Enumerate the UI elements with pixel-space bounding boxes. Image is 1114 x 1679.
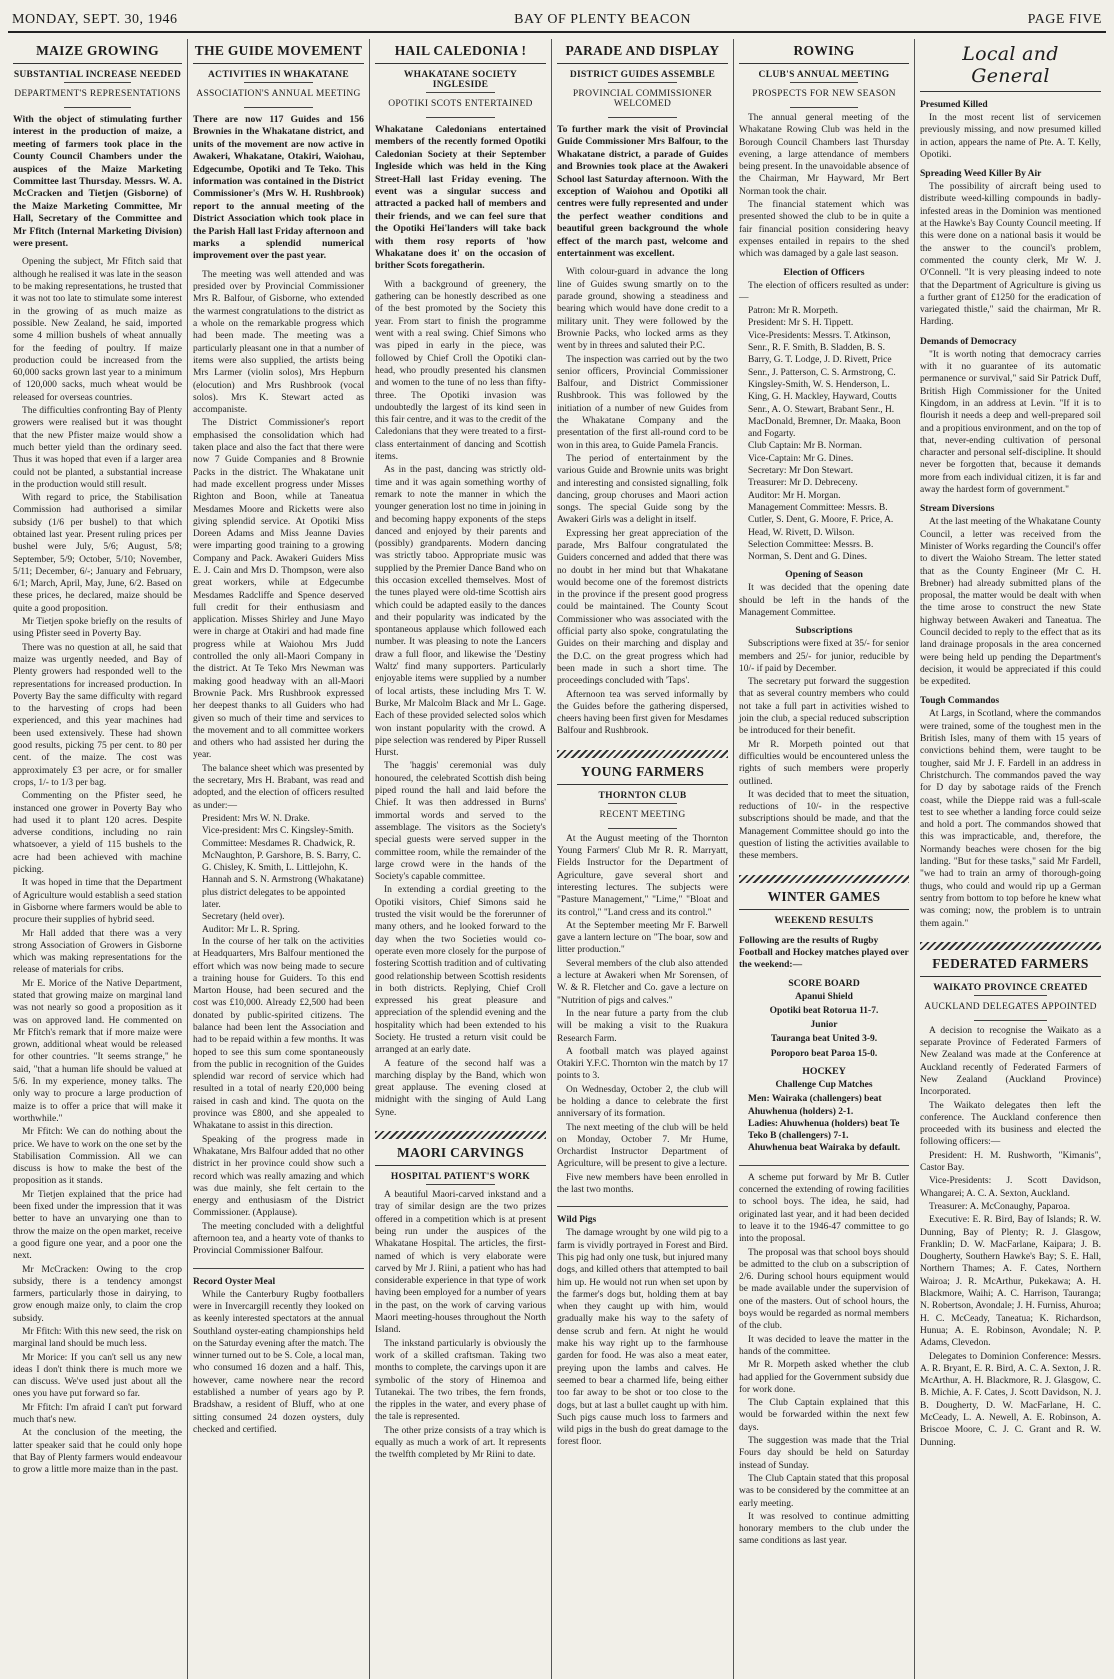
federated-farmers-paragraph: The Waikato delegates then left the conference. The Auckland conference then proceeded with its business and elected the following officers:— — [920, 1100, 1101, 1148]
section-divider — [739, 875, 909, 883]
headline-young-farmers: YOUNG FARMERS — [557, 764, 728, 785]
caledonia-paragraph: In extending a cordial greeting to the Opotiki visitors, Chief Simons said he trusted the visit would be the forerunner of many others, and he looked forward to the day when the two Societies would co-operate even more closely for the purpose of fostering Scottish tradition and of cultivating good relationship between Scottish residents in both districts. Replying, Chief Croll expressed his great pleasure and appreciation of the splendid evening and the hospitality which had been extended to his Society. He trusted a return visit could be arranged at an early date. — [375, 885, 546, 1056]
hockey-line: Challenge Cup Matches — [775, 1080, 873, 1090]
page-number: PAGE FIVE — [1027, 12, 1102, 27]
guide-officer: Committee: Mesdames R. Chadwick, R. McNaughton, P. Garshore, B. S. Barry, C. G. Chisley, K. Smith, L. Littlejohn, K. Hannah and S. N. Armstrong (Whakatane) plus district delegates to be appointed later. — [202, 838, 364, 911]
score-line: Opotiki beat Rotorua 11-7. — [769, 1005, 879, 1016]
headline-local-general: Local and General — [920, 43, 1101, 92]
hockey-line: Ahuwhenua beat Wairaka by default. — [748, 1143, 901, 1154]
federated-farmers-paragraph: Executive: E. R. Bird, Bay of Islands; R. W. Dunning, Bay of Plenty; R. J. Glasgow, Franklin; D. W. MacFarlane, Kaipara; J. B. Dougherty, Southern Hawke's Bay; S. E. Hall, Northern Thames; A. F. Cates, Northern Wairoa; J. R. McArthur, Pukekawa; A. H. Blackmore, Waihi; A. C. Harrison, Tauranga; N. Robertson, Avondale; J. H. Furniss, Ahuroa; H. C. McCeady, Taneatua; K. Richardson, Hunua; A. E. Robinson, Avondale; N. P. Adams, Clevedon. — [920, 1215, 1101, 1349]
maize-paragraph: Mr Ffitch: I'm afraid I can't put forward much that's new. — [13, 1402, 182, 1426]
headline-maori-carvings: MAORI CARVINGS — [375, 1145, 546, 1166]
section-divider — [557, 750, 728, 758]
subhead-parade-2: PROVINCIAL COMMISSIONER WELCOMED — [572, 89, 713, 109]
subscriptions-paragraph: Mr R. Morpeth pointed out that difficulties would be encountered unless the rights of such members were properly outlined. — [739, 739, 909, 787]
local-item-text: At the last meeting of the Whakatane County Council, a letter was received from the Minister of Works regarding the Council's offer to divert the Waioho Stream. The letter stated that as the County Engineer (Mr C. H. Brebner) had already submitted plans of the proposal, the matter would be dealt with when the time arose to construct the new State highway between Awakeri and Taneatua. The Council decided to reply to the effect that as its land drainage proposals in the area concerned were being held up pending the Department's decision, it would be appreciated if this could be expedited. — [920, 517, 1101, 688]
subhead-caledonia-1: WHAKATANE SOCIETY INGLESIDE — [403, 70, 518, 90]
score-line: Poroporo beat Paroa 15-0. — [770, 1048, 878, 1059]
subhead-maori-carvings: HOSPITAL PATIENT'S WORK — [390, 1172, 531, 1183]
guide-officer: President: Mrs W. N. Drake. — [202, 813, 310, 824]
subscriptions-paragraph: Subscriptions were fixed at 35/- for senior members and 25/- for junior, reducible by 10/- if paid by December. — [739, 639, 909, 674]
maize-paragraph: Commenting on the Pfister seed, he instanced one grower in Poverty Bay who had used it to plant 120 acres. Despite adverse conditions, including no rain whatsoever, a yield of 115 bushels to the acre had been achieved with machine picking. — [13, 791, 182, 876]
rowing-paragraph: It was decided to leave the matter in the hands of the committee. — [739, 1334, 909, 1357]
subscriptions-paragraph: It was decided that to meet the situation, reductions of 10/- in the respective subscriptions should be made, and that the Management Committee should go into the question of listing the activities available to these members. — [739, 789, 909, 862]
rowing-officer: Club Captain: Mr B. Norman. — [748, 441, 862, 452]
column-maize-growing — [8, 39, 188, 1679]
maize-paragraph: Mr Tietjen explained that the price had been fixed under the impression that it was better to have an unvarying one than to throw the maize on the open market, receive a good figure one year, and a poor one the next. — [13, 1189, 182, 1262]
caledonia-intro: Whakatane Caledonians entertained members of the recently formed Opotiki Caledonian Society at their September Ingleside which was held in the King Street-Hall last Friday evening. The event was a singular success and attracted a packed hall of members and their friends, and we can feel sure that the Opotiki Hei'landers will take back with them rosy reports of 'how Whakatane does it' on the occasion of brither Scots foregatherin. — [375, 124, 546, 272]
season-heading: Opening of Season — [785, 569, 863, 581]
maize-paragraph: At the conclusion of the meeting, the latter speaker said that he could only hope that Bay of Plenty farmers would endeavour to grow a little more maize than in the past. — [13, 1428, 182, 1476]
parade-paragraph: The inspection was carried out by the two senior officers, Provincial Commissioner Balfour, and District Commissioner Rushbrook. This was followed by the initiation of a number of new Guides from the Whakatane Company and the presentation of the first all-round cord to be won in this area, to Guide Pamela Francis. — [557, 354, 728, 451]
caledonia-paragraph: As in the past, dancing was strictly old-time and it was again something worthy of remark to note the manner in which the younger generation lost no time in joining in and becoming happy exponents of the steps danced and enjoyed by their parents and (possibly) grandparents. Modern dancing was strictly taboo. Appropriate music was supplied by the Premier Dance Band who on this occasion excelled themselves. Most of the tunes played were old-time Scottish airs which could be adapted easily to the dances and their popularity was indicated by the spontaneous applause which followed each number. It was pleasing to note the Lancers draw a full floor, and likewise the 'Destiny Waltz' find many supporters. Particularly enjoyable items were supplied by a number of local artists, these including Mrs T. W. Burke, Mr Malcolm Black and Mr L. Gage. Each of these provided selected solos which won instant popularity with the crowd. A pipe selection was rendered by Piper Russell Hurst. — [375, 465, 546, 759]
headline-maize-growing: MAIZE GROWING — [13, 43, 182, 64]
maize-paragraph: Mr E. Morice of the Native Department, stated that growing maize on marginal land was not nearly so good a proposition as it was on approved land. He commented on Mr Ffitch's remark that if more maize were grown, additional wheat would be released for other countries. "It seems strange," he said, "that a human life should be valued at 5/6. In my experience, money talks. The only way to procure a large production of maize is to offer a price that will make it worthwhile." — [13, 978, 182, 1124]
section-divider — [375, 1131, 546, 1139]
federated-farmers-paragraph: A decision to recognise the Waikato as a separate Province of Federated Farmers of New Zealand was made at the Conference at Auckland recently of Federated Farmers of New Zealand (Auckland Province) Incorporated. — [920, 1025, 1101, 1098]
maize-paragraph: There was no question at all, he said that maize was urgently needed, and Bay of Plenty growers had responded well to the representations for increased production. In Poverty Bay the same difficulty with regard to the harvesting of crops had been experienced, and this year machines had been used extensively. These had shown good results, picking 75 per cent. to 80 per cent. of the maize. The cost was approximately £3 per acre, or for smaller crops, 1/- to 1/3 per bag. — [13, 642, 182, 788]
guide-paragraph: The District Commissioner's report emphasised the consolidation which had taken place and also the fact that there were now 7 Guide Companies and 8 Brownie Packs in the district. The Whakatane unit had made excellent progress under Misses Righton and Boon, while at Taneatua Mesdames Moore and Ricketts were also giving splendid service. At Opotiki Miss Doreen Adams and Miss Jeanne Davies were imparting good training to a growing Company and Pack. Awakeri Guiders Miss E. J. Cain and Mrs D. Thompson, were also great workers, while at Edgecumbe Mesdames Radcliffe and Spence deserved full credit for their enthusiasm and application. Misses Shirley and June Mayo were in charge at Otakiri and had made fine progress while at Waiohou Mrs Judd controlled the only all-Maori Company in the district. At Te Teko Mrs Newman was making good headway with an all-Maori Brownie Pack. Mrs Rushbrook expressed her deepest thanks to all Guiders who had given so much of their time and services to the movement and to all committee workers and others who had assisted her during the year. — [193, 418, 364, 761]
hockey-heading: HOCKEY — [802, 1066, 846, 1077]
headline-rowing: ROWING — [739, 43, 909, 64]
wild-pigs-paragraph: The damage wrought by one wild pig to a farm is vividly portrayed in Forest and Bird. This pig had only one tusk, but injured many dogs, and killed others that attempted to bail him up. He would not run when set upon by the farmer's dogs but, holding them at bay when they caught up with him, would gradually make his way to the safety of dense scrub and fern. At night he would make his way right up to the farmhouse garden for food. He was also a meat eater, preying upon the lambs and calves. He seemed to bear a charmed life, being either too far away to be shot or too close to the dogs, but at last a bullet caught up with him. Such pigs cause much loss to farmers and wild pigs in the bush do great damage to the forest floor. — [557, 1228, 728, 1448]
rowing-paragraph: The annual general meeting of the Whakatane Rowing Club was held in the Borough Council Chambers last Thursday evening, a large attendance of members being present. In the unavoidable absence of the Chairman, Mr Hayward, Mr Bert Norman took the chair. — [739, 113, 909, 197]
maize-paragraph: The difficulties confronting Bay of Plenty growers were realised but it was thought that the new Pfister maize would show a much better yield than the ordinary seed. Thus it was hoped that even if a larger area could not be planted, a substantial increase in the production would still result. — [13, 406, 182, 490]
headline-winter-games: WINTER GAMES — [739, 889, 909, 910]
headline-guide-movement: THE GUIDE MOVEMENT — [193, 43, 364, 64]
hockey-line: Men: Wairaka (challengers) beat Ahuwhenua (holders) 2-1. — [748, 1094, 882, 1117]
caledonia-paragraph: With a background of greenery, the gathering can be honestly described as one of the best promoted by the Society this year. From start to finish the programme went with a real swing. Chief Simons who was piped in early in the piece, was followed by Chief Croll the Opotiki clan-head, who proudly presented his clansmen and women to the tune of no less than fifty-three. The Opotiki invasion was undoubtedly the largest of its kind seen in this fair centre, and it was to the credit of the Caledonians that they were treated to a first-class entertainment of dancing and Scottish items. — [375, 279, 546, 463]
parade-paragraph: The period of entertainment by the various Guide and Brownie units was bright and interesting and consisted signalling, folk dancing, group choruses and Maori action songs. The special Guide song by the Awakeri Girls was a delight in itself. — [557, 453, 728, 526]
local-item-title: Tough Commandos — [920, 696, 1000, 707]
oyster-heading: Record Oyster Meal — [193, 1276, 276, 1287]
score-line: Tauranga beat United 3-9. — [770, 1034, 878, 1045]
headline-hail-caledonia: HAIL CALEDONIA ! — [375, 43, 546, 64]
score-line: Junior — [810, 1020, 838, 1031]
carvings-paragraph: The other prize consists of a tray which is equally as much a work of art. It represents the twelfth completed by Mr Riini to date. — [375, 1425, 546, 1461]
column-guide-movement — [188, 39, 370, 1679]
subhead-rowing-1: CLUB'S ANNUAL MEETING — [758, 70, 890, 80]
subhead-young-farmers-1: THORNTON CLUB — [598, 790, 687, 801]
rowing-officer: Vice-Presidents: Messrs. T. Atkinson, Senr., R. F. Smith, B. Sladden, B. S. Barry, G. T. Lodge, J. D. Rivett, Price Senr., J. Patterson, C. S. Armstrong, C. Kingsley-Smith, W. S. Henderson, L. King, G. H. Mackley, Hayward, Coutts Senr., A. O. Stewart, Brabant Senr., H. MacDonald, Bremner, Dr. Maaka, Boon and Fogarty. — [748, 330, 901, 440]
oyster-paragraph: While the Canterbury Rugby footballers were in Invercargill recently they looked on as keenly interested spectators at the annual Southland oyster-eating championships held on the Saturday evening after the match. The winner turned out to be S. Cole, a local man, who consumed 16 dozen and a half. This, however, came nowhere near the record established a number of years ago by P. Bradshaw, a resident of Bluff, who at one sitting consumed 24 dozen oysters, duly checked and certified. — [193, 1289, 364, 1435]
young-farmers-paragraph: At the September meeting Mr F. Barwell gave a lantern lecture on "The boar, sow and litter production." — [557, 920, 728, 956]
local-item-title: Presumed Killed — [920, 100, 988, 110]
masthead — [8, 6, 1106, 33]
caledonia-paragraph: The 'haggis' ceremonial was duly honoured, the celebrated Scottish dish being piped round the hall and laid before the Chief. It was then addressed in Burns' immortal words and served to the assemblage. The visitors as the Society's special guests were served supper in the committee room, while the remainder of the large crowd were in the hands of the Society's capable committee. — [375, 761, 546, 883]
issue-date: MONDAY, SEPT. 30, 1946 — [12, 12, 178, 27]
maize-paragraph: Mr Morice: If you can't sell us any new ideas I don't think there is much more we can discuss. We've used just about all the ones you have put forward so far. — [13, 1352, 182, 1400]
subscriptions-heading: Subscriptions — [795, 625, 853, 637]
season-paragraph: It was decided that the opening date should be left in the hands of the Management Committee. — [739, 583, 909, 618]
local-item-text: The possibility of aircraft being used to distribute weed-killing compounds in badly-infested areas in the Dominion was mentioned at the Hawke's Bay County Council meeting. If this were done on a national basis it would be the answer to the council's problem, commented the county clerk, Mr W. J. O'Connell. "It is very pleasing indeed to note that the Department of Agriculture is giving us a further grant of £1250 for the eradication of variegated thistle," said the chairman, Mr R. Harding. — [920, 182, 1101, 328]
section-divider — [920, 942, 1101, 950]
young-farmers-paragraph: Five new members have been enrolled in the last two months. — [557, 1172, 728, 1196]
young-farmers-paragraph: A football match was played against Otakiri Y.F.C. Thornton win the match by 17 points to 3. — [557, 1046, 728, 1082]
winter-games-intro: Following are the results of Rugby Football and Hockey matches played over the weekend:— — [739, 935, 909, 971]
rowing-officer: Auditor: Mr H. Morgan. — [748, 490, 841, 501]
headline-federated-farmers: FEDERATED FARMERS — [920, 956, 1101, 977]
rowing-officer: Treasurer: Mr D. Debreceny. — [748, 478, 858, 489]
local-item-text: In the most recent list of servicemen previously missing, and now presumed killed in action, appears the name of Pte. A. T. Kelly, Opotiki. — [920, 113, 1101, 160]
rowing-paragraph: The Club Captain explained that this would be forwarded within the next few days. — [739, 1398, 909, 1433]
local-item-text: At Largs, in Scotland, where the commandos were trained, some of the toughest men in the British Isles, many of them with 15 years of convictions behind them, were taught to be tougher, said Mr J. F. Fardell in an address in Christchurch. The commandos paved the way for D day by sabotage raids of the French coast, while the Dieppe raid was a full-scale test to see whether a landing force could seize and hold a port. The commandos showed that this was impracticable, and, therefore, the Normandy beaches were chosen for the big landing. "But for these tasks," said Mr Fardell, "we had to train an army of thorough-going thugs, who could and would rip up a German sentry from bottom to top before he knew what was coming; now, the problem is to untrain them again." — [920, 709, 1101, 929]
local-item-title: Spreading Weed Killer By Air — [920, 169, 1042, 180]
subhead-rowing-2: PROSPECTS FOR NEW SEASON — [752, 89, 896, 99]
columns — [8, 39, 1106, 1679]
guide-officer: Vice-president: Mrs C. Kingsley-Smith. — [202, 826, 354, 837]
rowing-officer: Vice-Captain: Mr G. Dines. — [748, 453, 854, 464]
federated-farmers-paragraph: Delegates to Dominion Conference: Messrs. A. R. Bryant, E. R. Bird, A. C. A. Sexton, J. R. McArthur, A. H. Blackmore, R. J. Glasgow, C. B. Michie, A. F. Cates, J. Scott Davidson, N. J. B. Dougherty, D. W. MacFarlane, H. C. McCeady, L. A. Newell, A. E. Robinson, A. Briscoe Moore, C. J. C. Grant and R. W. Dunning. — [920, 1351, 1101, 1448]
rowing-paragraph: The suggestion was made that the Trial Fours day should be held on Saturday instead of Sunday. — [739, 1436, 909, 1471]
election-intro: The election of officers resulted as under:— — [739, 280, 909, 303]
young-farmers-paragraph: On Wednesday, October 2, the club will be holding a dance to celebrate the first anniversary of its formation. — [557, 1084, 728, 1120]
newspaper-title: BAY OF PLENTY BEACON — [514, 12, 691, 27]
election-heading: Election of Officers — [783, 266, 865, 278]
maize-paragraph: With regard to price, the Stabilisation Commission had authorised a similar subsidy (1/6 per bushel) to that which obtained last year. Present ruling prices per bushel were July, 5/6; August, 5/8; September, 5/9; October, 5/10; November, 5/11; December, 6/-; January and February, 6/1; March, April, May, June, 6/2. Based on these prices, he declared, maize should be quite a good proposition. — [13, 493, 182, 614]
federated-farmers-paragraph: Treasurer: A. McConaughy, Paparoa. — [929, 1201, 1070, 1212]
column-local-general — [915, 39, 1106, 1679]
carvings-paragraph: A beautiful Maori-carved inkstand and a tray of similar design are the two prizes offered in a competition which is at present being run under the auspices of the Whakatane Hospital. The articles, the first-named of which is very elaborate were carved by Mr J. Riini, a patient who has had considerable experience in that type of work having been employed for a number of years in the past, on the work of carving various Maori meeting-houses throughout the North Island. — [375, 1190, 546, 1336]
maize-paragraph: Mr Ffitch: With this new seed, the risk on marginal land should be much less. — [13, 1327, 182, 1350]
carvings-paragraph: The inkstand particularly is obviously the work of a skilled craftsman. Taking two months to complete, the carvings upon it are symbolic of the story of Hinemoa and Tutanekai. The two tribes, the fern fronds, the ripples in the water, and every phase of the tale is represented. — [375, 1338, 546, 1423]
maize-paragraph: Mr Tietjen spoke briefly on the results of using Pfister seed in Poverty Bay. — [13, 617, 182, 640]
rowing-paragraph: A scheme put forward by Mr B. Cutler concerned the extending of rowing facilities to school boys. The idea, he said, had originated last year, and it had been decided to leave it to the 1946-47 committee to go into the proposal. — [739, 1172, 909, 1245]
local-item-title: Stream Diversions — [920, 504, 995, 515]
hockey-line: Ladies: Ahuwhenua (holders) beat Te Teko B (challengers) 7-1. — [748, 1118, 900, 1142]
maize-paragraph: Opening the subject, Mr Ffitch said that although he realised it was late in the season to be making representations, he trusted that it was not too late to stimulate some interest in the growing of as much maize as possible. New Zealand, he said, imported some 4 million bushels of wheat annually for the feeding of poultry. If maize production could be increased from the 60,000 sacks grown last year to a minimum of 120,000 sacks, much wheat would be released for overseas countries. — [13, 257, 182, 403]
rowing-paragraph: Mr R. Morpeth asked whether the club had applied for the Government subsidy due for work done. — [739, 1360, 909, 1395]
parade-paragraph: Expressing her great appreciation of the parade, Mrs Balfour congratulated the Guiders concerned and added that there was no doubt in her mind but that Whakatane would become one of the foremost districts in the province if the present good progress could be maintained. The County Scout Commissioner who was associated with the official party also spoke, congratulating the Guides on their marching and display and the D.C. on the great progress which had been made in such a short time. The proceedings concluded with 'Taps'. — [557, 528, 728, 687]
rowing-officer: Secretary: Mr Don Stewart. — [748, 466, 853, 477]
subhead-federated-farmers-1: WAIKATO PROVINCE CREATED — [933, 982, 1088, 993]
guide-paragraph: In the course of her talk on the activities at Headquarters, Mrs Balfour mentioned the effort which was now being made to secure a training house for Guiders. To this end Marton House, had been secured and the cost was £10,000. Already £2,500 had been donated by public-spirited citizens. The balance had been lent the Association and had to be repaid within a few months. It was hoped to see this sum come spontaneously from the public in recognition of the Guides splendid war record of service which had resulted in a total of nearly £20,000 being raised in cash and kind. The quota on the province was £800, and she appealed to Whakatane to assist in this direction. — [193, 936, 364, 1132]
subhead-winter-games: WEEKEND RESULTS — [774, 915, 874, 926]
guide-paragraph: The balance sheet which was presented by the secretary, Mrs H. Brabant, was read and adopted, and the election of officers resulted as under:— — [193, 763, 364, 811]
maize-paragraph: Mr Hall added that there was a very strong Association of Growers in Gisborne which was making representations for the release of materials for cribs. — [13, 928, 182, 976]
rowing-officer: President: Mr S. H. Tippett. — [748, 318, 854, 329]
parade-intro: To further mark the visit of Provincial Guide Commissioner Mrs Balfour, to the Whakatane district, a parade of Guides and Brownies took place at the Awakeri School last Saturday afternoon. With the exception of Waiohou and Opotiki all centres were fully represented and under the perfect weather conditions and beautiful green background the whole effect of the march past, welcome and entertainment was excellent. — [557, 124, 728, 260]
guide-paragraph: The meeting concluded with a delightful afternoon tea, and a hearty vote of thanks to Provincial Commissioner Balfour. — [193, 1221, 364, 1257]
subhead-guide-2: ASSOCIATION'S ANNUAL MEETING — [196, 89, 361, 99]
column-rowing — [734, 39, 915, 1679]
rowing-officer: Patron: Mr R. Morpeth. — [748, 306, 838, 317]
maize-paragraph: It was hoped in time that the Department of Agriculture would establish a seed station in Gisborne where farmers would be able to procure their supplies of hybrid seed. — [13, 878, 182, 926]
subhead-maize-2: DEPARTMENT'S REPRESENTATIONS — [14, 89, 181, 99]
local-item-title: Demands of Democracy — [920, 336, 1017, 347]
guide-paragraph: The meeting was well attended and was presided over by Provincial Commissioner Mrs R. Balfour, of Gisborne, who extended the warmest congratulations to the district as a whole on the remarkable progress which had been made. The meeting was a particularly pleasant one in that a number of items were also supplied, the artists being Mrs Larmer (violin solos), Mrs Hepburn (elocution) and Mrs Rushbrook (vocal solos). Mrs K. Stewart acted as accompaniste. — [193, 269, 364, 416]
rowing-officer: Selection Committee: Messrs. B. Norman, S. Dent and G. Dines. — [748, 539, 874, 563]
subhead-parade-1: DISTRICT GUIDES ASSEMBLE — [569, 70, 716, 80]
wild-pigs-heading: Wild Pigs — [557, 1215, 597, 1226]
guide-officer: Auditor: Mr L. R. Spring. — [202, 924, 300, 935]
young-farmers-paragraph: At the August meeting of the Thornton Young Farmers' Club Mr R. R. Marryatt, Fields Instructor for the Department of Agriculture, gave several short and interesting lectures. The subjects were "Pasture Management," "Lime," "Bloat and its control," "Land cress and its control." — [557, 833, 728, 918]
column-hail-caledonia — [370, 39, 552, 1679]
guide-intro: There are now 117 Guides and 156 Brownies in the Whakatane district, and units of the movement are now active in Awakeri, Whakatane, Otakiri, Waiohau, Edgecumbe, Opotiki and Te Teko. This information was contained in the District Commissioner's (Mrs W. H. Rushbrook) report to the annual meeting of the District Association which took place in the Parish Hall last Friday afternoon and marks a splendid numerical improvement over the past year. — [193, 114, 364, 262]
parade-paragraph: Afternoon tea was served informally by the Guides before the gathering dispersed, cheers having been first given for Mesdames Balfour and Rushbrook. — [557, 689, 728, 737]
maize-paragraph: Mr Ffitch: We can do nothing about the price. We have to work on the one set by the Stabilisation Commission. All we can discuss is how to make the best of the proposition as it stands. — [13, 1127, 182, 1187]
young-farmers-paragraph: The next meeting of the club will be held on Monday, October 7. Mr Hume, Orchardist Instructor Department of Agriculture, will be present to give a lecture. — [557, 1122, 728, 1170]
subhead-maize-1: SUBSTANTIAL INCREASE NEEDED — [13, 70, 182, 80]
federated-farmers-paragraph: President: H. M. Rushworth, "Kimanis", Castor Bay. — [920, 1150, 1101, 1174]
rowing-paragraph: The financial statement which was presented showed the club to be in quite a fair financial position considering heavy expenses entailed in repairs to the shed which was damaged by a gale last season. — [739, 200, 909, 260]
scoreboard-heading: SCORE BOARD — [788, 977, 860, 989]
rowing-paragraph: It was resolved to continue admitting honorary members to the club under the same conditions as last year. — [739, 1511, 909, 1547]
maize-paragraph: Mr McCracken: Owing to the crop subsidy, there is a tendency amongst farmers, particularly those in dairying, to grow enough maize only, to claim the crop subsidy. — [13, 1264, 182, 1324]
young-farmers-paragraph: Several members of the club also attended a lecture at Awakeri when Mr Sorensen, of W. & R. Fletcher and Co. gave a lecture on "Nutrition of pigs and calves." — [557, 958, 728, 1006]
parade-paragraph: With colour-guard in advance the long line of Guides swung smartly on to the parade ground, showing a steadiness and bearing which would have done credit to a military unit. They were followed by the Brownie Packs, who locked arms as they went by in threes and saluted their P.C. — [557, 267, 728, 352]
subhead-guide-1: ACTIVITIES IN WHAKATANE — [208, 70, 349, 80]
federated-farmers-paragraph: Vice-Presidents: J. Scott Davidson, Whangarei; A. C. A. Sexton, Auckland. — [920, 1176, 1101, 1199]
young-farmers-paragraph: In the near future a party from the club will be making a visit to the Ruakura Research Farm. — [557, 1008, 728, 1044]
column-parade-display — [552, 39, 734, 1679]
guide-officer: Secretary (held over). — [202, 912, 285, 923]
subscriptions-paragraph: The secretary put forward the suggestion that as several country members who could not take a full part in activities wished to join the club, a special reduced subscription be introduced for their benefit. — [739, 677, 909, 737]
subhead-caledonia-2: OPOTIKI SCOTS ENTERTAINED — [388, 99, 533, 109]
subhead-federated-farmers-2: AUCKLAND DELEGATES APPOINTED — [924, 1001, 1097, 1012]
caledonia-paragraph: A feature of the second half was a marching display by the Band, which won great applause. The evening closed at midnight with the singing of Auld Lang Syne. — [375, 1058, 546, 1118]
maize-intro: With the object of stimulating further interest in the production of maize, a meeting of farmers took place in the County Council Chambers under the auspices of the Maize Marketing Committee last Thursday. Messrs. W. A. McCracken and Tietjen (Gisborne) of the Maize Marketing Committee, Mr Hall, Secretary of the Committee and Mr Ffitch (Internal Marketing Division) were present. — [13, 114, 182, 250]
headline-parade-display: PARADE AND DISPLAY — [557, 43, 728, 64]
rowing-officer: Management Committee: Messrs. B. Cutler, S. Dent, G. Moore, F. Price, A. Head, W. Rivett, D. Wilson. — [748, 502, 894, 538]
rowing-paragraph: The Club Captain stated that this proposal was to be considered by the committee at an early meeting. — [739, 1473, 909, 1509]
rowing-paragraph: The proposal was that school boys should be admitted to the club on a subscription of 2/6. During school hours equipment would be made available under the supervision of one of the masters. Out of school hours, the boys would be regarded as normal members of the club. — [739, 1247, 909, 1332]
score-line: Apanui Shield — [795, 991, 853, 1002]
subhead-young-farmers-2: RECENT MEETING — [599, 809, 686, 820]
guide-paragraph: Speaking of the progress made in Whakatane, Mrs Balfour added that no other district in her province could show such a record which was really amazing and which was due mainly, she felt certain to the energy and enthusiasm of the District Commissioner. (Applause). — [193, 1134, 364, 1219]
local-item-text: "It is worth noting that democracy carries with it no guarantee of its automatic permanence or survival," said Sir Patrick Duff, British High Commissioner for the United Kingdom, in an address at Levin. "If it is to flourish it needs a deep and well-prepared soil and a propitious environment, and on the top of that, never-ending cultivation of personal character and personal self-discipline. It should never be forgotten that, because it demands more from each individual citizen, it is far and away the hardest form of government." — [920, 349, 1101, 496]
